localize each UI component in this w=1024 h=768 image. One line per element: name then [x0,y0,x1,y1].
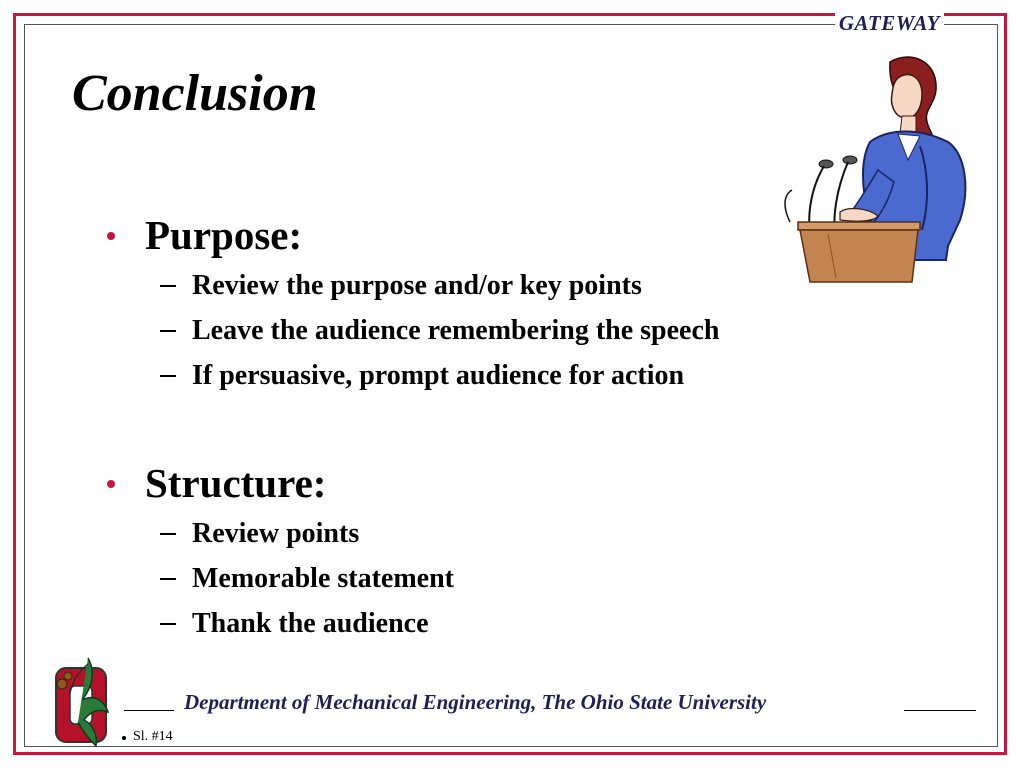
bullet-heading [107,207,720,263]
footer-department: Department of Mechanical Engineering, The Ohio State University [184,690,767,714]
sub-bullet-text: Leave the audience remembering the speech [192,314,720,346]
section-structure [107,455,454,646]
sub-bullet-text: Review the purpose and/or key points [192,269,642,301]
speaker-at-podium-icon [770,50,982,285]
slide-number-dot-icon [122,736,126,740]
dash-icon [160,623,176,625]
slide-title: Conclusion [72,65,318,122]
sub-bullet-text: Review points [192,517,360,549]
sub-bullet-item [160,353,720,398]
bullet-heading-text: Purpose: [145,212,303,258]
sub-bullet-item [160,601,454,646]
sub-bullet-text: Memorable statement [192,562,455,594]
sub-bullet-item [160,511,454,556]
bullet-heading-text: Structure: [145,460,327,506]
bullet-dot-icon [107,232,115,240]
sub-bullet-item [160,263,720,308]
dash-icon [160,375,176,377]
slide-number: Sl. #14 [133,729,173,744]
section-purpose [107,207,720,398]
sub-bullet-list [107,263,720,398]
sub-bullet-item [160,308,720,353]
sub-bullet-item [160,556,454,601]
gateway-label: GATEWAY [835,11,944,36]
bullet-heading [107,455,454,511]
ohio-state-logo-icon [48,654,120,750]
sub-bullet-list [107,511,454,646]
dash-icon [160,533,176,535]
footer-rule-left [124,710,174,711]
bullet-dot-icon [107,480,115,488]
sub-bullet-text: If persuasive, prompt audience for action [192,359,685,391]
dash-icon [160,578,176,580]
footer-rule-right [904,710,976,711]
sub-bullet-text: Thank the audience [192,607,429,639]
dash-icon [160,285,176,287]
dash-icon [160,330,176,332]
